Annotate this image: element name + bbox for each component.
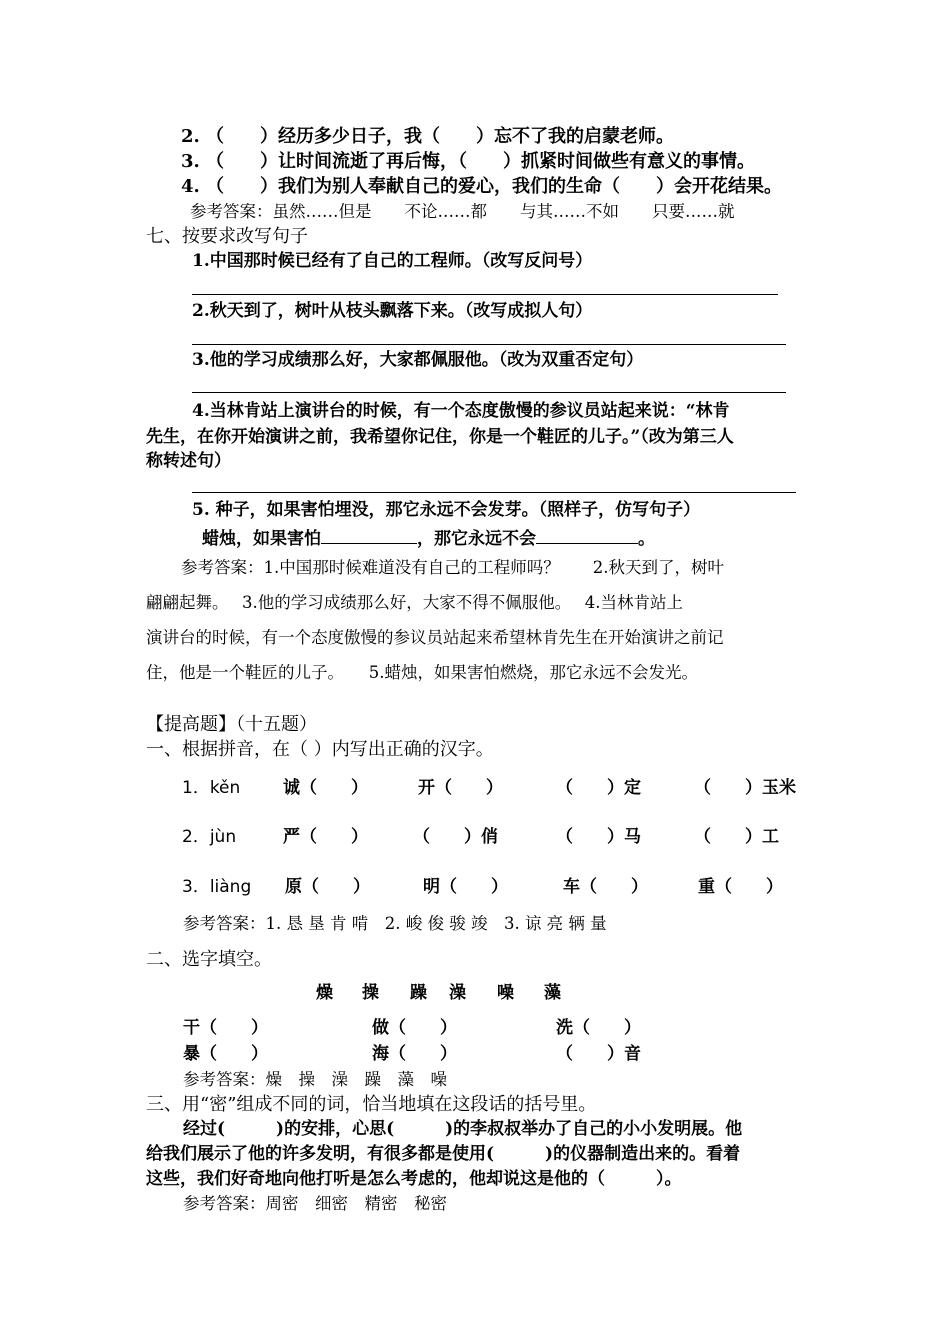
fill-text-c: 。 bbox=[638, 529, 655, 549]
answer-key-part1: 参考答案：1. 恳 垦 肯 啃 2. 峻 俊 骏 竣 3. 谅 亮 辆 量 bbox=[183, 914, 607, 933]
answer-line-2[interactable] bbox=[192, 344, 786, 345]
answer-key-part2: 参考答案：燥 操 澡 躁 藻 噪 bbox=[183, 1070, 447, 1089]
fill-text-b: ，那它永远不会 bbox=[417, 529, 536, 549]
part2-title: 二、选字填空。 bbox=[146, 949, 272, 970]
answer-key-7-line4: 住，他是一个鞋匠的儿子。 5.蜡烛，如果害怕燃烧，那它永远不会发光。 bbox=[146, 663, 698, 682]
answer-key-6: 参考答案：虽然……但是 不论……都 与其……不如 只要……就 bbox=[190, 202, 735, 221]
rewrite-q2: 2.秋天到了，树叶从枝头飘落下来。（改写成拟人句） bbox=[192, 301, 593, 321]
choice-char: 躁 bbox=[410, 983, 427, 1003]
pinyin-cell: （ ）定 bbox=[556, 778, 641, 798]
pinyin-cell: 明（ ） bbox=[423, 877, 508, 897]
question-3: 3. （ ）让时间流逝了再后悔，（ ）抓紧时间做些有意义的事情。 bbox=[181, 151, 756, 172]
pinyin-cell: （ ）马 bbox=[556, 827, 641, 847]
fill-cell: 做（ ） bbox=[372, 1018, 457, 1038]
pinyin-cell: 车（ ） bbox=[563, 877, 648, 897]
fill-cell: 海（ ） bbox=[372, 1044, 457, 1064]
choice-char: 操 bbox=[362, 983, 379, 1003]
answer-line-1[interactable] bbox=[192, 294, 778, 295]
pinyin-cell: （ ）俏 bbox=[413, 827, 498, 847]
pinyin-label-3: 3．liàng bbox=[182, 877, 252, 897]
pinyin-cell: （ ）工 bbox=[694, 827, 779, 847]
rewrite-q1: 1.中国那时候已经有了自己的工程师。（改写反问号） bbox=[192, 251, 593, 271]
fill-cell: 洗（ ） bbox=[556, 1018, 641, 1038]
fill-cell: 暴（ ） bbox=[183, 1044, 268, 1064]
pinyin-cell: 开（ ） bbox=[418, 778, 503, 798]
pinyin-label-1: 1．kěn bbox=[182, 778, 241, 798]
question-4: 4. （ ）我们为别人奉献自己的爱心，我们的生命（ ）会开花结果。 bbox=[181, 176, 783, 197]
answer-line-3[interactable] bbox=[192, 392, 786, 393]
rewrite-q4-line2: 先生，在你开始演讲之前，我希望你记住，你是一个鞋匠的儿子。”（改为第三人 bbox=[146, 427, 734, 447]
rewrite-q5-fill bbox=[202, 527, 655, 548]
answer-key-7-line1: 参考答案：1.中国那时候难道没有自己的工程师吗？ 2.秋天到了，树叶 bbox=[181, 558, 724, 577]
blank-1[interactable] bbox=[321, 527, 417, 544]
question-2: 2. （ ）经历多少日子，我（ ）忘不了我的启蒙老师。 bbox=[181, 126, 675, 147]
pinyin-cell: 原（ ） bbox=[285, 877, 370, 897]
answer-key-part3: 参考答案：周密 细密 精密 秘密 bbox=[183, 1194, 447, 1213]
choice-char: 澡 bbox=[449, 983, 466, 1003]
pinyin-cell: 诚（ ） bbox=[283, 778, 368, 798]
passage-line3: 这些，我们好奇地向他打听是怎么考虑的，他却说这是他的（ ）。 bbox=[146, 1169, 682, 1189]
part3-title: 三、用“密”组成不同的词，恰当地填在这段话的括号里。 bbox=[146, 1094, 597, 1115]
rewrite-q4-line3: 称转述句） bbox=[146, 451, 231, 471]
choice-char: 燥 bbox=[316, 983, 333, 1003]
pinyin-cell: 重（ ） bbox=[698, 877, 783, 897]
section-7-title: 七、按要求改写句子 bbox=[146, 226, 308, 247]
blank-2[interactable] bbox=[536, 527, 638, 544]
fill-text-a: 蜡烛，如果害怕 bbox=[202, 529, 321, 549]
choice-char: 噪 bbox=[497, 983, 514, 1003]
rewrite-q3: 3.他的学习成绩那么好，大家都佩服他。（改为双重否定句） bbox=[192, 350, 644, 370]
fill-cell: 干（ ） bbox=[183, 1018, 268, 1038]
choice-char: 藻 bbox=[544, 983, 561, 1003]
pinyin-cell: （ ）玉米 bbox=[694, 778, 796, 798]
rewrite-q4-line1: 4.当林肯站上演讲台的时候，有一个态度傲慢的参议员站起来说：“林肯 bbox=[192, 401, 730, 421]
passage-line1: 经过( )的安排，心思( )的李叔叔举办了自己的小小发明展。他 bbox=[183, 1119, 743, 1139]
part1-title: 一、根据拼音，在（ ）内写出正确的汉字。 bbox=[146, 739, 494, 760]
answer-line-4[interactable] bbox=[192, 492, 796, 493]
rewrite-q5: 5. 种子，如果害怕埋没，那它永远不会发芽。（照样子，仿写句子） bbox=[192, 500, 701, 520]
advanced-header: 【提高题】（十五题） bbox=[146, 714, 317, 735]
answer-key-7-line3: 演讲台的时候，有一个态度傲慢的参议员站起来希望林肯先生在开始演讲之前记 bbox=[146, 628, 724, 647]
answer-key-7-line2: 翩翩起舞。 3.他的学习成绩那么好，大家不得不佩服他。 4.当林肯站上 bbox=[146, 593, 683, 612]
pinyin-cell: 严（ ） bbox=[283, 827, 368, 847]
pinyin-label-2: 2．jùn bbox=[182, 827, 237, 847]
fill-cell: （ ）音 bbox=[556, 1044, 641, 1064]
passage-line2: 给我们展示了他的许多发明，有很多都是使用( )的仪器制造出来的。看着 bbox=[146, 1144, 741, 1164]
